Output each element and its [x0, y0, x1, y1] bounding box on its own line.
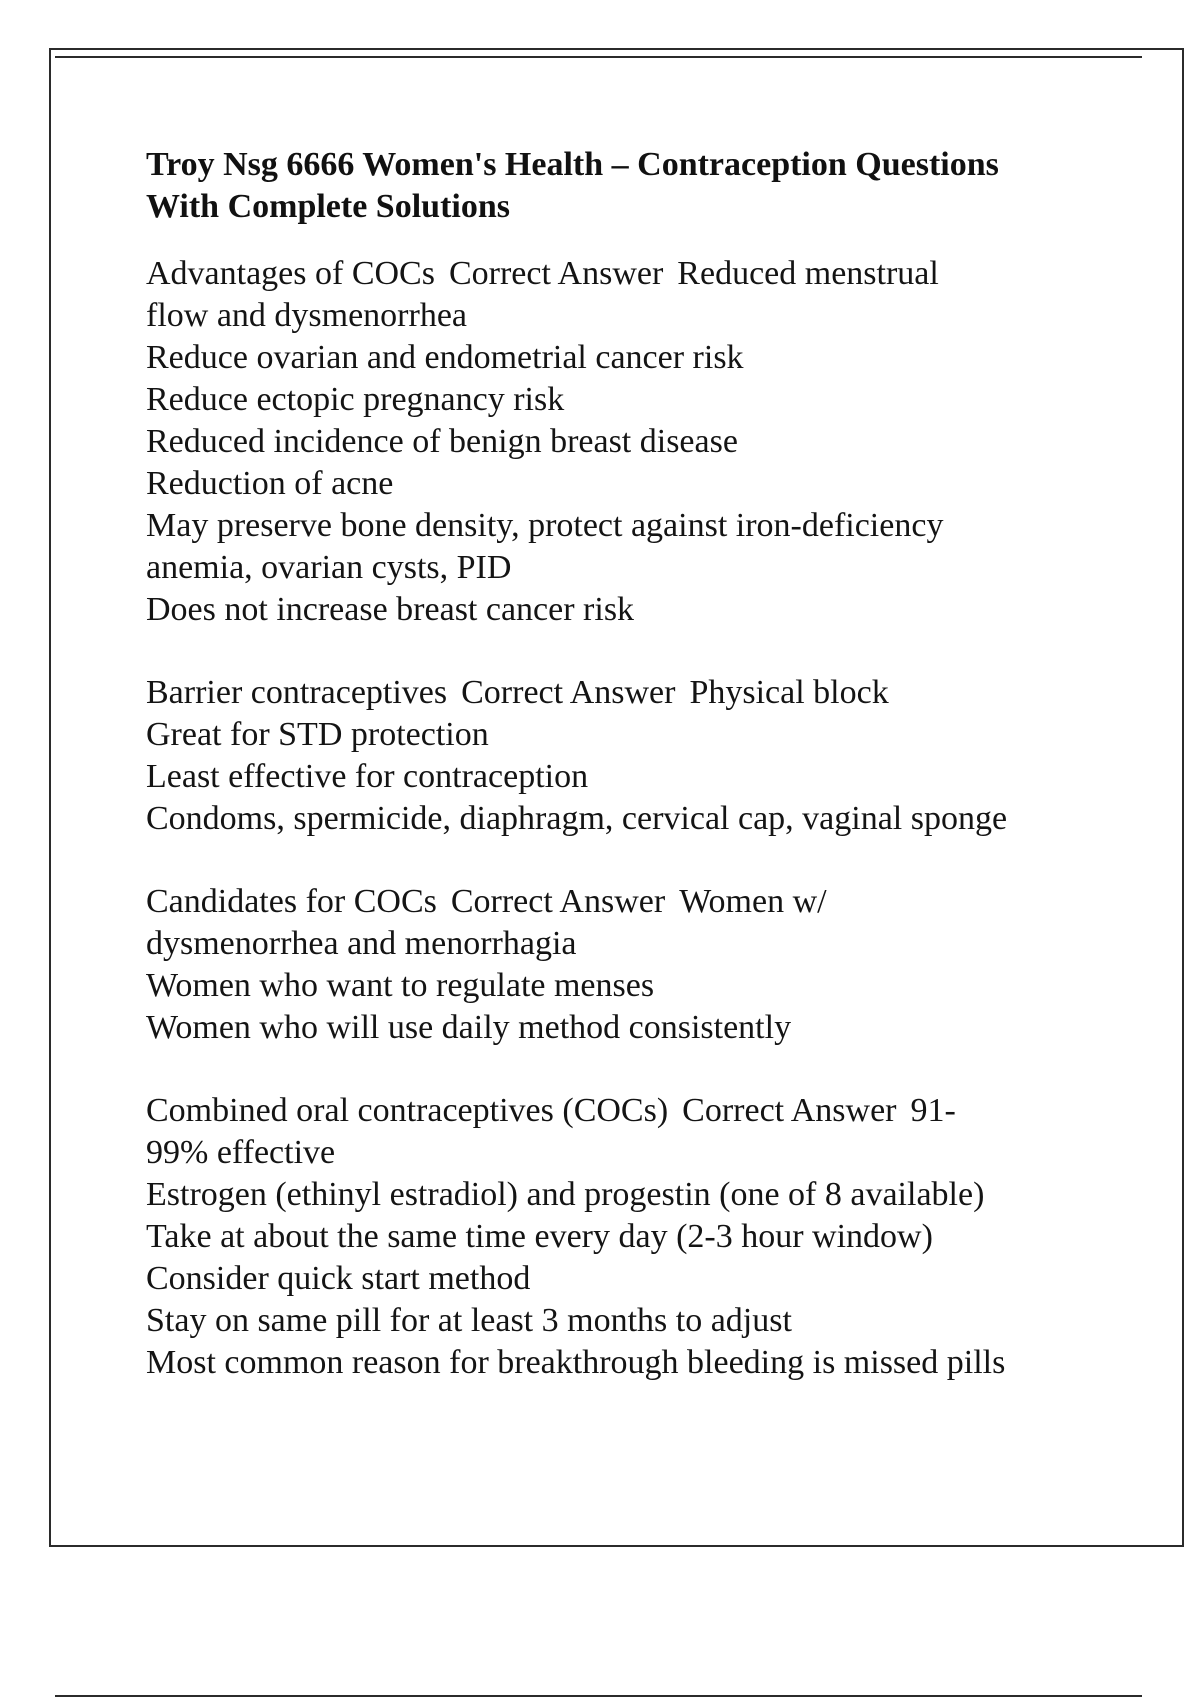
qa-entry	[146, 1090, 1156, 1384]
qa-answer-line: flow and dysmenorrhea	[146, 297, 468, 334]
qa-term: Barrier contraceptives	[146, 674, 448, 711]
qa-term: Candidates for COCs	[146, 883, 437, 920]
qa-answer-line: Women who will use daily method consistently	[146, 1009, 792, 1046]
qa-answer-line: anemia, ovarian cysts, PID	[146, 549, 512, 586]
qa-answer-line: Reduce ovarian and endometrial cancer risk	[146, 339, 744, 376]
qa-answer-line: 99% effective	[146, 1134, 336, 1171]
answer-marker: Correct Answer	[450, 883, 666, 920]
qa-entry	[146, 672, 1156, 840]
qa-heading-line	[146, 881, 1156, 923]
top-rule	[55, 56, 1142, 58]
qa-first-answer: Reduced menstrual	[677, 255, 939, 292]
qa-first-answer: 91-	[910, 1092, 956, 1129]
answer-marker: Correct Answer	[461, 674, 676, 711]
qa-answer-line: Reduction of acne	[146, 465, 394, 502]
qa-answer-line: Condoms, spermicide, diaphragm, cervical cap, vaginal sponge	[146, 800, 1008, 837]
qa-answer-line: Women who want to regulate menses	[146, 967, 655, 1004]
document-title	[146, 144, 1156, 228]
qa-answer-line: Reduce ectopic pregnancy risk	[146, 381, 565, 418]
qa-answer-line: Reduced incidence of benign breast disease	[146, 423, 738, 460]
title-line-1: Troy Nsg 6666 Women's Health – Contraception Questions	[146, 146, 999, 183]
qa-answer-line: Most common reason for breakthrough bleeding is missed pills	[146, 1344, 1006, 1381]
qa-answer-line: Estrogen (ethinyl estradiol) and progestin (one of 8 available)	[146, 1176, 985, 1213]
answer-marker: Correct Answer	[682, 1092, 897, 1129]
bottom-rule	[55, 1695, 1142, 1697]
answer-marker: Correct Answer	[448, 255, 664, 292]
qa-term: Combined oral contraceptives (COCs)	[146, 1092, 669, 1129]
qa-answer-line: May preserve bone density, protect against iron-deficiency	[146, 507, 944, 544]
qa-answer-line: Take at about the same time every day (2-3 hour window)	[146, 1218, 933, 1255]
qa-heading-line	[146, 672, 1156, 714]
qa-answer-line: Does not increase breast cancer risk	[146, 591, 635, 628]
qa-answer-line: Least effective for contraception	[146, 758, 589, 795]
qa-term: Advantages of COCs	[146, 255, 435, 292]
qa-heading-line	[146, 1090, 1156, 1132]
qa-answer-line: Stay on same pill for at least 3 months to adjust	[146, 1302, 792, 1339]
title-line-2: With Complete Solutions	[146, 188, 510, 225]
qa-first-answer: Women w/	[679, 883, 827, 920]
qa-answer-line: dysmenorrhea and menorrhagia	[146, 925, 577, 962]
qa-entry	[146, 881, 1156, 1049]
qa-answer-line: Consider quick start method	[146, 1260, 531, 1297]
qa-first-answer: Physical block	[689, 674, 889, 711]
qa-heading-line	[146, 253, 1156, 295]
qa-entry	[146, 253, 1156, 631]
document-body	[146, 144, 1156, 1425]
qa-answer-line: Great for STD protection	[146, 716, 489, 753]
